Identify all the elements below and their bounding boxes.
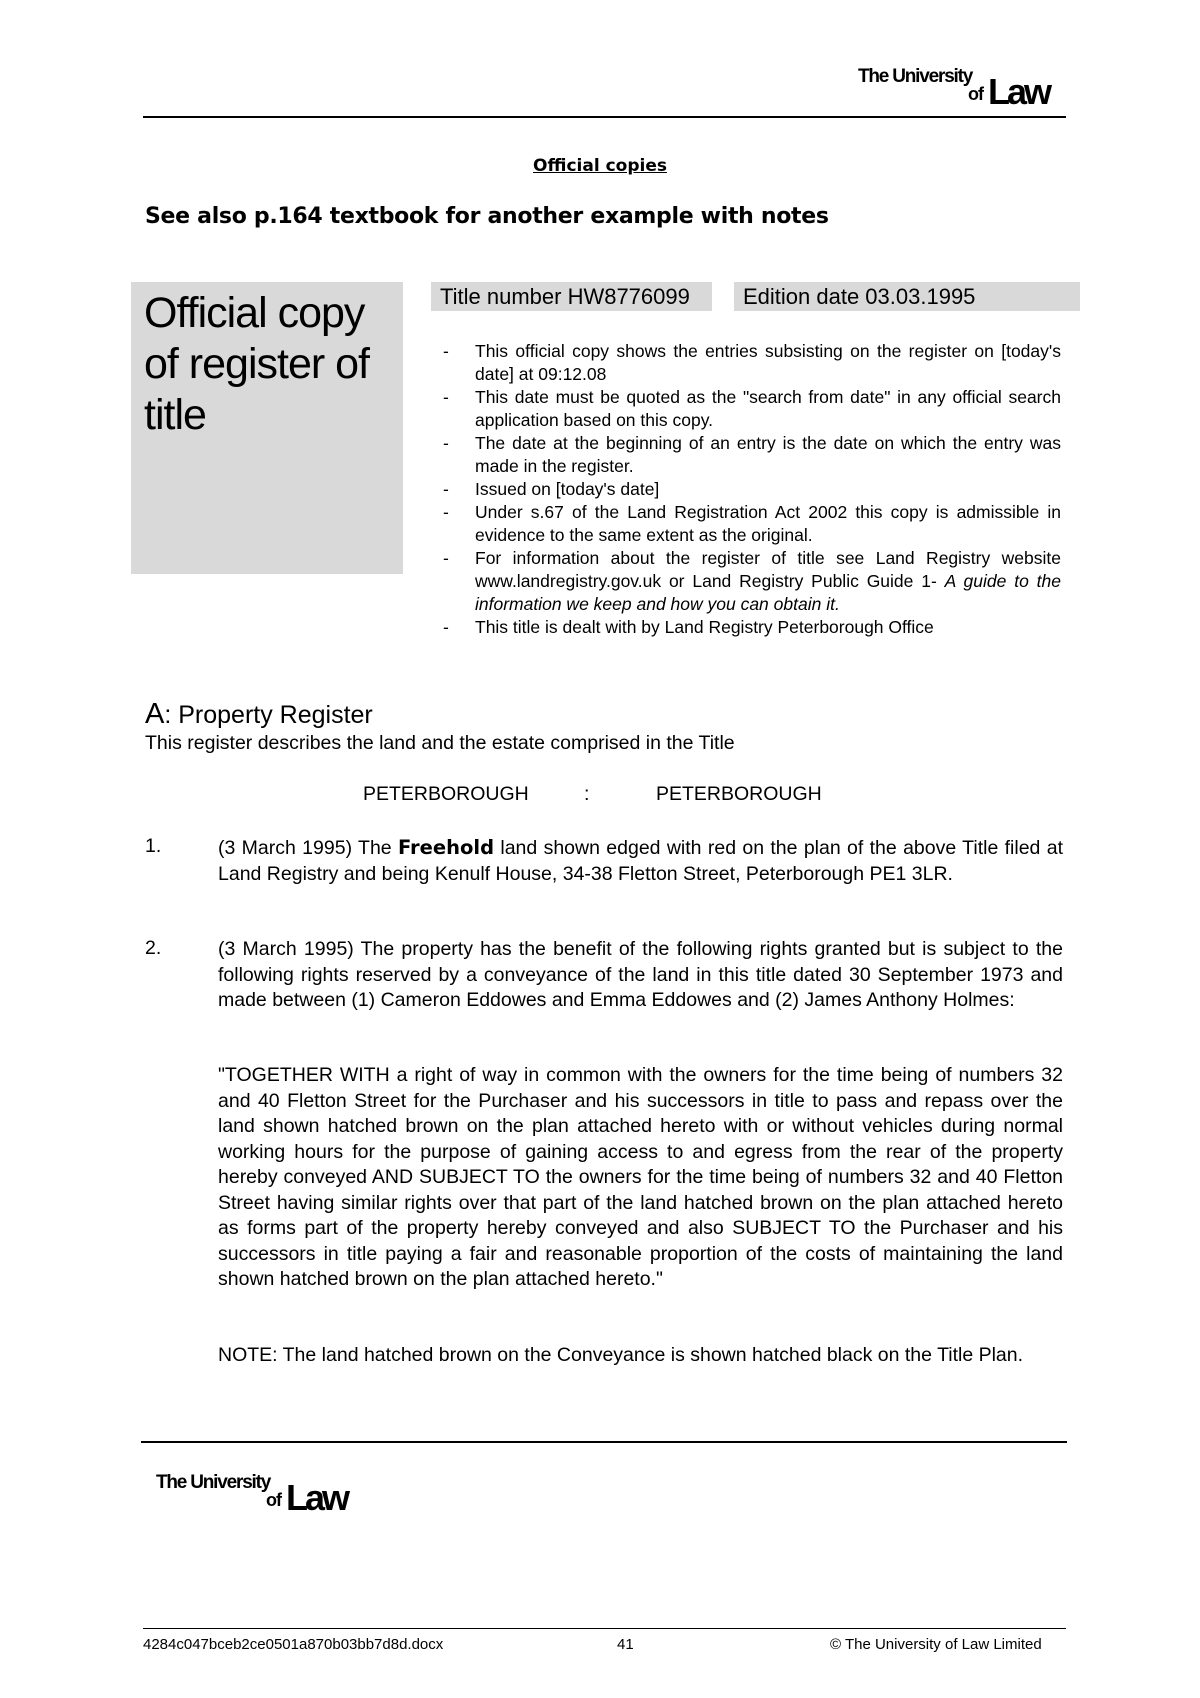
logo-line-2: of xyxy=(266,1490,281,1510)
header-logo xyxy=(858,64,1068,114)
list-item: - Under s.67 of the Land Registration Act 2002 this copy is admissible in evidence to the same extent as the original. xyxy=(443,502,1061,545)
title-number: Title number HW8776099 xyxy=(431,282,712,311)
list-item: - This title is dealt with by Land Registry Peterborough Office xyxy=(443,617,934,637)
document-heading: Official copies xyxy=(533,156,667,176)
header-rule xyxy=(143,116,1066,118)
logo-line-3: Law xyxy=(988,71,1050,112)
entry-note: NOTE: The land hatched brown on the Conveyance is shown hatched black on the Title Plan. xyxy=(218,1344,1024,1366)
list-item: - This official copy shows the entries subsisting on the register on [today's date] at 09:12.08 xyxy=(443,341,1061,384)
entry-text: (3 March 1995) The Freehold land shown edged with red on the plan of the above Title filed at Land Registry and being Kenulf House, 34-38 Fletton Street, Peterborough PE1 3LR. xyxy=(218,836,1063,885)
register-notes xyxy=(443,340,1061,639)
footer-copyright: © The University of Law Limited xyxy=(830,1636,1042,1653)
footer-logo xyxy=(156,1470,366,1520)
entry-number: 2. xyxy=(145,937,162,959)
guide-title: A guide to the information we keep and how you can obtain it. xyxy=(475,571,1061,614)
edition-date: Edition date 03.03.1995 xyxy=(734,282,1080,311)
register-title-box xyxy=(131,282,403,574)
list-item: - For information about the register of title see Land Registry website www.landregistry.gov.uk or Land Registry Public Guide 1- A guide to the information we keep and how you can obtain it. xyxy=(443,548,1061,614)
register-title: Official copy of register of title xyxy=(144,289,369,439)
list-item: - Issued on [today's date] xyxy=(443,479,660,499)
logo-line-1: The University xyxy=(156,1472,271,1493)
list-item: - This date must be quoted as the "search from date" in any official search application based on this copy. xyxy=(443,387,1061,430)
entry-number: 1. xyxy=(145,835,162,857)
district-separator: : xyxy=(584,783,590,805)
logo-line-2: of xyxy=(968,84,983,104)
footer-filename: 4284c047bceb2ce0501a870b03bb7d8d.docx xyxy=(143,1636,444,1653)
list-item: - The date at the beginning of an entry is the date on which the entry was made in the register. xyxy=(443,433,1061,476)
section-description: This register describes the land and the estate comprised in the Title xyxy=(145,732,735,754)
section-title-text: : Property Register xyxy=(164,701,373,729)
footer-rule xyxy=(143,1628,1066,1629)
entry-text: (3 March 1995) The property has the benefit of the following rights granted but is subject to the following rights reserved by a conveyance of the land in this title dated 30 September 1973 and made between (1) Cameron Eddowes and Emma Eddowes and (2) James Anthony Holmes: xyxy=(218,938,1063,1011)
lower-rule xyxy=(141,1441,1067,1443)
district-right: PETERBOROUGH xyxy=(656,783,822,805)
section-letter: A xyxy=(145,698,165,730)
entry-quote: "TOGETHER WITH a right of way in common with the owners for the time being of numbers 32 and 40 Fletton Street for the Purchaser and his successors in title to pass and repass over the land shown hatched brown on the plan attached hereto with or without vehicles during normal working hours for the purpose of gaining access to and egress from the rear of the property hereby conveyed AND SUBJECT TO the owners for the time being of numbers 32 and 40 Fletton Street having similar rights over that part of the land hatched brown on the plan attached hereto as forms part of the property hereby conveyed and also SUBJECT TO the Purchaser and his successors in title paying a fair and reasonable proportion of the costs of maintaining the land shown hatched brown on the plan attached hereto." xyxy=(218,1064,1063,1290)
logo-line-3: Law xyxy=(286,1477,348,1518)
see-also-note: See also p.164 textbook for another example with notes xyxy=(145,204,829,229)
freehold-label: Freehold xyxy=(397,836,495,859)
district-left: PETERBOROUGH xyxy=(363,783,529,805)
page-number: 41 xyxy=(617,1636,634,1653)
logo-line-1: The University xyxy=(858,66,973,87)
section-title xyxy=(145,698,373,731)
